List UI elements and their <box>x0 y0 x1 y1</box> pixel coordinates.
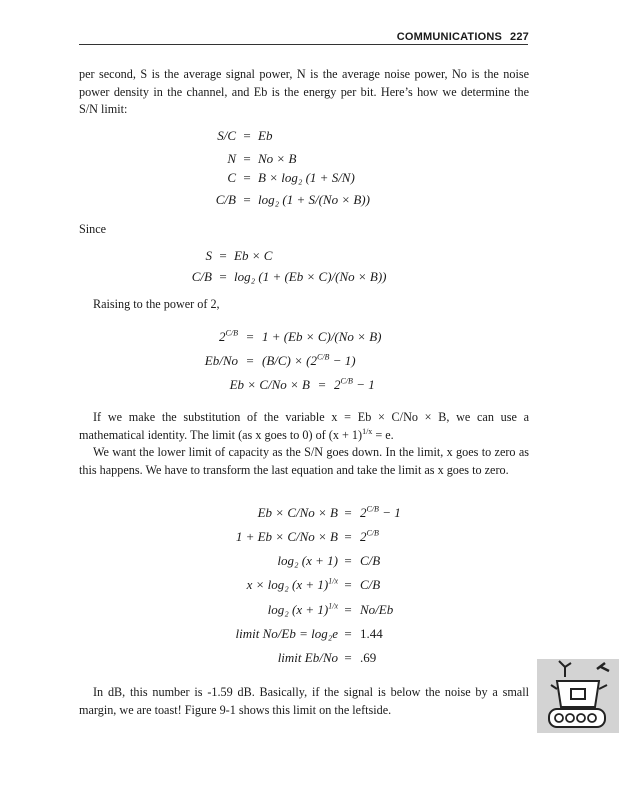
eq4-op-3: = <box>344 553 352 568</box>
eq1-op-3: = <box>243 170 251 185</box>
eq4-lhs-6: limit No/Eb = log₂e <box>235 626 338 641</box>
paragraph-4: In dB, this number is -1.59 dB. Basically, if the signal is below the noise by a small margin, we are toast! Figure 9-1 shows this limit on the leftside. <box>79 685 529 717</box>
eq2-lhs-2: C/B <box>191 269 212 284</box>
paragraph-2: If we make the substitution of the variable x = Eb × C/No × B, we can use a mathematical identity. The limit (as x goes to 0) of $(x + 1)^{1/x} = e$. <box>79 410 529 442</box>
eq3-rhs-3: $2^{C/B} - 1$ <box>334 376 375 392</box>
eq1-op-1: = <box>243 128 251 143</box>
eq1-op-4: = <box>243 192 251 207</box>
eq4-op-7: = <box>344 650 352 665</box>
eq3-op-1: = <box>246 329 254 344</box>
eq4-op-1: = <box>344 505 352 520</box>
raising-text: Raising to the power of 2, <box>93 297 220 311</box>
eq4-lhs-1: Eb × C/No × B <box>257 505 338 520</box>
eq1-lhs-1: S/C <box>217 128 236 143</box>
eq4-lhs-3: log₂ (x + 1) <box>277 553 338 568</box>
paragraph-3: We want the lower limit of capacity as the S/N goes down. In the limit, x goes to zero as this happens. We have to transform the last equation and take the limit as x goes to zero. <box>79 445 529 477</box>
eq4-rhs-3: C/B <box>360 553 381 568</box>
robot-margin-icon <box>537 659 619 733</box>
since-text: Since <box>79 222 107 236</box>
eq3-lhs-2: Eb/No <box>204 353 238 368</box>
eq1-rhs-3: B × log₂ (1 + S/N) <box>258 170 355 185</box>
eq2-lhs-1: S <box>205 248 212 263</box>
eq4-rhs-4: C/B <box>360 577 381 592</box>
running-header <box>397 31 529 43</box>
eq4-rhs-2: $2^{C/B}$ <box>360 528 379 544</box>
section-title: COMMUNICATIONS <box>396 31 503 43</box>
eq4-op-6: = <box>344 626 352 641</box>
eq4-rhs-7: .69 <box>360 650 377 665</box>
eq4-lhs-4: x × log₂ $(x + 1)^{1/x}$ <box>246 576 338 592</box>
eq3-op-2: = <box>246 353 254 368</box>
header-rule <box>79 44 528 45</box>
eq4-rhs-6: 1.44 <box>360 626 383 641</box>
eq3-lhs-3: Eb × C/No × B <box>229 377 310 392</box>
eq4-lhs-7: limit Eb/No <box>277 650 338 665</box>
eq3-op-3: = <box>318 377 326 392</box>
eq2-rhs-1: Eb × C <box>234 248 273 263</box>
robot-icon <box>537 659 619 733</box>
eq1-lhs-3: C <box>227 170 236 185</box>
page-number: 227 <box>510 31 529 43</box>
eq1-lhs-2: N <box>227 151 236 166</box>
eq3-rhs-1: 1 + (Eb × C)/(No × B) <box>262 329 382 344</box>
eq2-op-1: = <box>219 248 227 263</box>
eq4-rhs-1: $2^{C/B} - 1$ <box>360 504 401 520</box>
eq4-rhs-5: No/Eb <box>360 602 394 617</box>
eq1-lhs-4: C/B <box>215 192 236 207</box>
eq1-rhs-2: No × B <box>258 151 297 166</box>
paragraph-1: per second, S is the average signal power, N is the average noise power, No is the noise power density in the channel, and Eb is the energy per bit. Here’s how we determine the S/N limit: <box>79 67 529 116</box>
eq4-op-2: = <box>344 529 352 544</box>
eq1-rhs-4: log₂ (1 + S/(No × B)) <box>258 192 370 207</box>
eq1-rhs-1: Eb <box>258 128 273 143</box>
eq4-lhs-2: 1 + Eb × C/No × B <box>235 529 338 544</box>
eq3-rhs-2: $(B/C) \times (2^{C/B} - 1)$ <box>262 352 356 368</box>
eq4-lhs-5: log₂ $(x + 1)^{1/x}$ <box>267 601 338 617</box>
eq2-rhs-2: log₂ (1 + (Eb × C)/(No × B)) <box>234 269 387 284</box>
eq1-op-2: = <box>243 151 251 166</box>
eq4-op-5: = <box>344 602 352 617</box>
eq2-op-2: = <box>219 269 227 284</box>
eq3-lhs-1: $2^{C/B}$ <box>219 328 238 344</box>
eq4-op-4: = <box>344 577 352 592</box>
